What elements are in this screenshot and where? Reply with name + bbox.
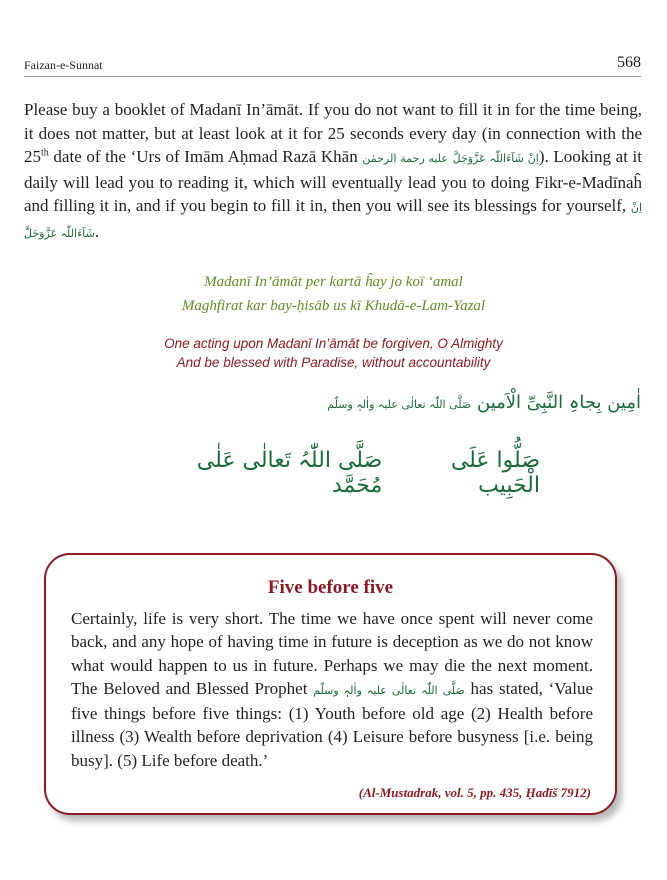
arabic-salutation: صَلَّی اللّٰہ تعالٰی علیہ واٰلہٖ وسلّم — [313, 683, 465, 697]
paragraph-text: date of the ‘Urs of Imām Aḥmad Razā Khān — [48, 147, 363, 166]
box-body — [71, 607, 593, 772]
poem-urdu — [0, 270, 667, 318]
arabic-salutation: صَلَّی اللّٰہ تعالٰی علیہ واٰلہٖ وسلّم — [327, 398, 472, 411]
box-text: Certainly, life is very short. The time we have once spent will never come back, and any hope of having time in future is deception as we do not know what would happen to us in future. Perhaps we may die the next moment. The Beloved and Blessed Prophet — [71, 609, 593, 698]
poem-urdu-line: Madanī In’āmāt per kartā ĥay jo koī ‘amal — [204, 274, 463, 290]
arabic-insha-allah: اِنْ شَآءَاللّٰہ عَزَّوَجَلَّ — [452, 152, 539, 165]
poem-english-line: And be blessed with Paradise, without accountability — [176, 355, 491, 370]
superscript-th: th — [41, 147, 49, 159]
arabic-ameen-line — [327, 392, 641, 413]
arabic-durood-line — [140, 448, 540, 498]
page-number: 568 — [617, 54, 641, 71]
box-text: has stated, ‘Value five things before five things: (1) Youth before old age (2) Health before illness (3) Wealth before deprivation (4) Leisure before busyness [i.e. being busy]. (5) Life before death.’ — [71, 678, 593, 770]
poem-english-line: One acting upon Madanī In’āmāt be forgiven, O Almighty — [164, 336, 503, 351]
arabic-salallahu: صَلَّی اللّٰہُ تَعالٰی عَلٰی مُحَمَّد — [196, 448, 383, 498]
arabic-insha-allah: اِنْ شَآءَاللّٰہ عَزَّوَجَلَّ — [24, 201, 642, 240]
poem-english — [0, 334, 667, 372]
highlight-box — [44, 553, 617, 815]
arabic-salloo: صَلُّوا عَلَی الْحَبِیب — [450, 448, 540, 498]
arabic-honorific: عليه رحمة الرحمٰن — [362, 152, 448, 165]
page-header — [24, 52, 641, 77]
body-paragraph — [24, 98, 642, 245]
arabic-ameen: اٰمِین بِجاہِ النَّبِیِّ الْاَمین — [477, 392, 641, 413]
poem-urdu-line: Maghfirat kar bay-ḥisāb us kī Khudā-e-Lam-Yazal — [181, 298, 486, 314]
book-title: Faizan-e-Sunnat — [24, 58, 103, 72]
paragraph-text: ). Looking at it daily will lead you to reading it, which will eventually lead you to doing Fikr-e-Madīnaĥ and filling it in, and if you begin to fill it in, then you will see its blessings for yourself, — [24, 147, 643, 215]
box-title: Five before five — [267, 577, 394, 598]
hadith-reference: (Al-Mustadrak, vol. 5, pp. 435, Ḥadīš 7912) — [358, 785, 591, 800]
paragraph-text: . — [94, 221, 100, 241]
paragraph-text: Please buy a booklet of Madanī In’āmāt. If you do not want to fill it in for the time being, it does not matter, but at least look at it for 25 seconds every day (in connection with the 25 — [24, 100, 642, 166]
